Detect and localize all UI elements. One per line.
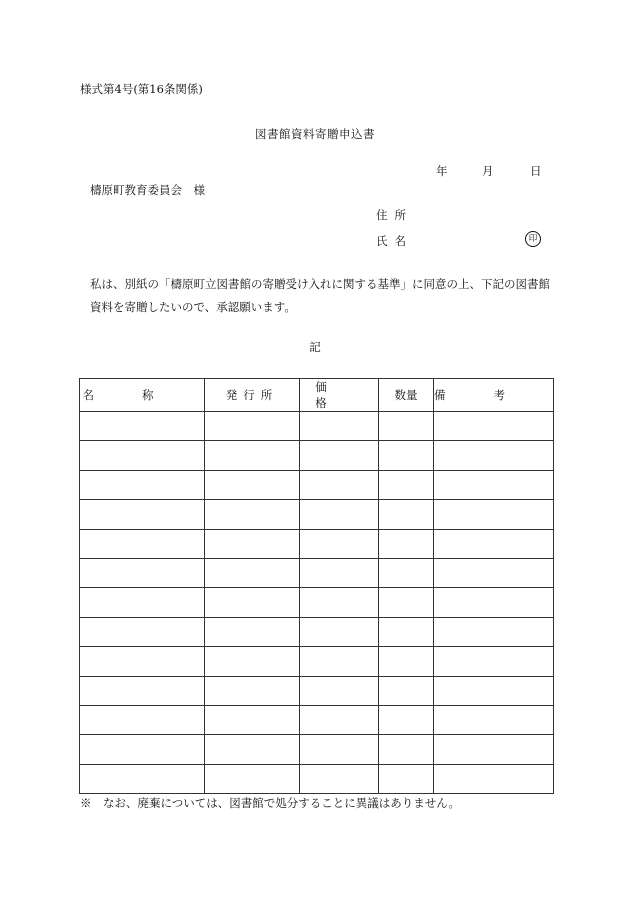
cell-name[interactable] [80,705,205,734]
cell-remarks[interactable] [434,764,554,793]
cell-remarks[interactable] [434,529,554,558]
cell-price[interactable] [300,617,379,646]
header-remarks: 備考 [434,379,554,412]
cell-price[interactable] [300,647,379,676]
cell-name[interactable] [80,441,205,470]
cell-remarks[interactable] [434,617,554,646]
cell-price[interactable] [300,764,379,793]
cell-quantity[interactable] [379,500,434,529]
cell-remarks[interactable] [434,735,554,764]
table-row [80,588,554,617]
date-month-label: 月 [482,164,494,178]
cell-publisher[interactable] [205,588,300,617]
cell-price[interactable] [300,705,379,734]
cell-name[interactable] [80,412,205,441]
table-row [80,558,554,587]
cell-price[interactable] [300,529,379,558]
cell-publisher[interactable] [205,676,300,705]
cell-name[interactable] [80,500,205,529]
header-publisher: 発行所 [205,379,300,412]
cell-price[interactable] [300,470,379,499]
table-row [80,735,554,764]
table-header-row [80,379,554,412]
table-row [80,705,554,734]
cell-quantity[interactable] [379,764,434,793]
header-price: 価格 [300,379,379,412]
cell-publisher[interactable] [205,558,300,587]
cell-remarks[interactable] [434,470,554,499]
cell-quantity[interactable] [379,558,434,587]
cell-quantity[interactable] [379,735,434,764]
cell-quantity[interactable] [379,705,434,734]
cell-name[interactable] [80,588,205,617]
table-row [80,470,554,499]
cell-remarks[interactable] [434,705,554,734]
cell-remarks[interactable] [434,647,554,676]
cell-publisher[interactable] [205,617,300,646]
cell-remarks[interactable] [434,676,554,705]
header-name: 名称 [80,379,205,412]
cell-publisher[interactable] [205,705,300,734]
cell-quantity[interactable] [379,412,434,441]
cell-price[interactable] [300,441,379,470]
cell-publisher[interactable] [205,764,300,793]
cell-name[interactable] [80,764,205,793]
cell-publisher[interactable] [205,647,300,676]
cell-name[interactable] [80,617,205,646]
table-row [80,676,554,705]
table-row [80,441,554,470]
table-row [80,500,554,529]
disposal-note: ※ なお、廃棄については、図書館で処分することに異議はありません。 [80,796,460,810]
cell-publisher[interactable] [205,441,300,470]
table-row [80,647,554,676]
cell-price[interactable] [300,558,379,587]
cell-publisher[interactable] [205,529,300,558]
cell-price[interactable] [300,676,379,705]
body-text: 私は、別紙の「檮原町立図書館の寄贈受け入れに関する基準」に同意の上、下記の図書館資料を寄贈したいので、承認願います。 [90,277,550,314]
form-number: 様式第4号(第16条関係) [80,82,203,96]
addressee: 檮原町教育委員会 様 [90,183,205,197]
cell-name[interactable] [80,558,205,587]
table-row [80,617,554,646]
seal-mark-icon: 印 [525,231,541,247]
cell-name[interactable] [80,676,205,705]
cell-price[interactable] [300,412,379,441]
table-body [80,412,554,794]
document-title: 図書館資料寄贈申込書 [255,127,375,141]
cell-name[interactable] [80,470,205,499]
cell-publisher[interactable] [205,500,300,529]
cell-quantity[interactable] [379,441,434,470]
address-label: 住所 [376,208,413,222]
ki-heading: 記 [309,340,321,354]
cell-quantity[interactable] [379,617,434,646]
cell-publisher[interactable] [205,470,300,499]
cell-price[interactable] [300,588,379,617]
cell-remarks[interactable] [434,412,554,441]
table-row [80,764,554,793]
cell-name[interactable] [80,529,205,558]
cell-remarks[interactable] [434,500,554,529]
cell-remarks[interactable] [434,441,554,470]
cell-quantity[interactable] [379,470,434,499]
name-label: 氏名 [376,234,413,248]
table-row [80,412,554,441]
cell-quantity[interactable] [379,588,434,617]
cell-price[interactable] [300,500,379,529]
header-quantity: 数量 [379,379,434,412]
cell-publisher[interactable] [205,735,300,764]
cell-quantity[interactable] [379,647,434,676]
cell-name[interactable] [80,647,205,676]
date-day-label: 日 [530,164,542,178]
cell-price[interactable] [300,735,379,764]
cell-quantity[interactable] [379,529,434,558]
cell-quantity[interactable] [379,676,434,705]
items-table [79,378,554,794]
date-year-label: 年 [436,164,448,178]
cell-publisher[interactable] [205,412,300,441]
cell-name[interactable] [80,735,205,764]
cell-remarks[interactable] [434,558,554,587]
cell-remarks[interactable] [434,588,554,617]
table-row [80,529,554,558]
